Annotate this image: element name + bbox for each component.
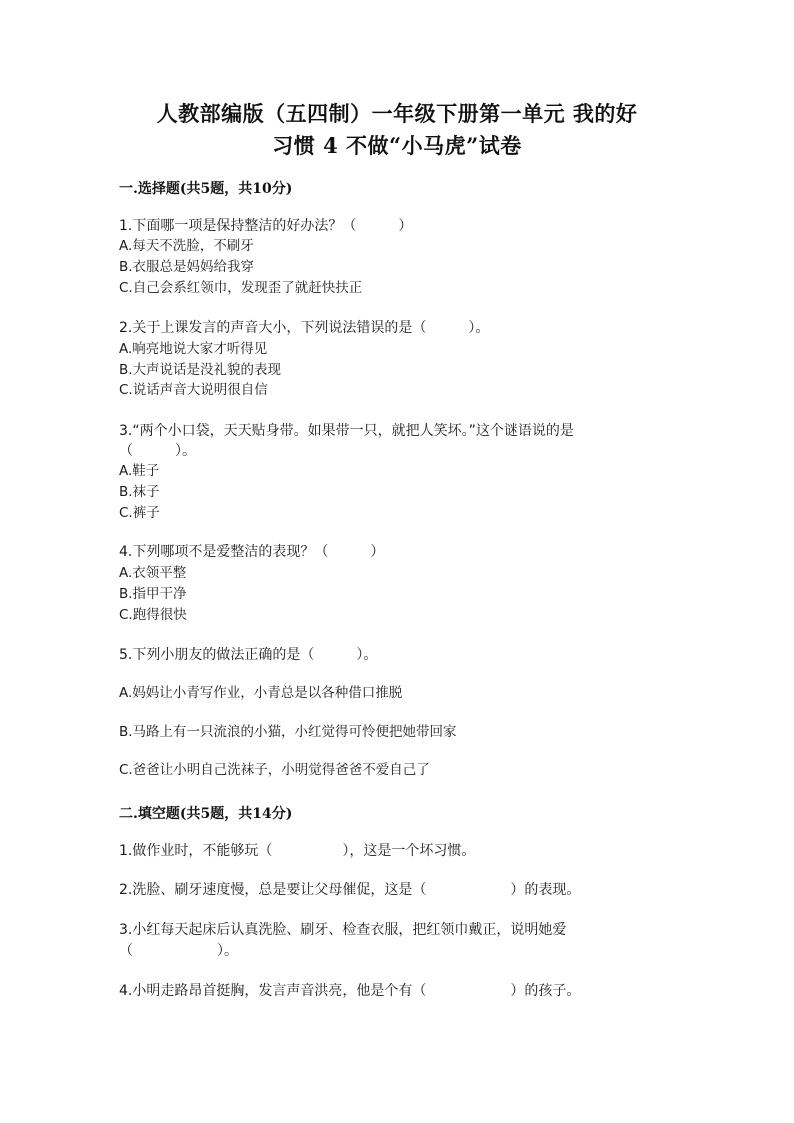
question-5-option-b: B.马路上有一只流浪的小猫，小红觉得可怜便把她带回家 xyxy=(119,724,457,740)
question-3-stem-line-1: 3.“两个小口袋，天天贴身带。如果带一只，就把人笑坏。”这个谜语说的是 xyxy=(119,423,574,439)
question-2-stem: 2.关于上课发言的声音大小，下列说法错误的是（ ）。 xyxy=(119,320,490,336)
fill-question-3-line-1: 3.小红每天起床后认真洗脸、刷牙、检查衣服，把红领巾戴正，说明她爱 xyxy=(119,922,567,938)
question-1-option-b: B.衣服总是妈妈给我穿 xyxy=(119,259,255,275)
question-2-option-a: A.响亮地说大家才听得见 xyxy=(119,341,268,357)
question-4-stem: 4.下列哪项不是爱整洁的表现？（ ） xyxy=(119,544,385,560)
question-3-option-c: C.裤子 xyxy=(119,505,160,521)
question-4-option-c: C.跑得很快 xyxy=(119,607,187,623)
question-2-option-c: C.说话声音大说明很自信 xyxy=(119,382,268,398)
question-5-option-a: A.妈妈让小青写作业，小青总是以各种借口推脱 xyxy=(119,685,403,701)
question-1-stem: 1.下面哪一项是保持整洁的好办法？（ ） xyxy=(119,218,413,234)
document-title-line-2: 习惯 4 不做“小马虎”试卷 xyxy=(272,133,522,158)
document-title-line-1: 人教部编版（五四制）一年级下册第一单元 我的好 xyxy=(156,101,638,126)
section-heading-choice: 一.选择题(共5题，共10分) xyxy=(119,181,293,197)
section-heading-fill-in: 二.填空题(共5题，共14分) xyxy=(119,806,293,822)
question-5-stem: 5.下列小朋友的做法正确的是（ ）。 xyxy=(119,647,378,663)
question-3-option-b: B.袜子 xyxy=(119,484,160,500)
fill-question-4: 4.小明走路昂首挺胸，发言声音洪亮，他是个有（ ）的孩子。 xyxy=(119,983,581,999)
question-3-stem-line-2: （ ）。 xyxy=(119,443,196,459)
fill-question-3-line-2: （ ）。 xyxy=(119,943,238,959)
question-1-option-c: C.自己会系红领巾，发现歪了就赶快扶正 xyxy=(119,280,363,296)
question-5-option-c: C.爸爸让小明自己洗袜子，小明觉得爸爸不爱自己了 xyxy=(119,762,430,778)
question-4-option-b: B.指甲干净 xyxy=(119,586,187,602)
question-4-option-a: A.衣领平整 xyxy=(119,565,187,581)
fill-question-2: 2.洗脸、刷牙速度慢，总是要让父母催促，这是（ ）的表现。 xyxy=(119,882,581,898)
fill-question-1: 1.做作业时，不能够玩（ ），这是一个坏习惯。 xyxy=(119,843,476,859)
question-3-option-a: A.鞋子 xyxy=(119,463,160,479)
question-2-option-b: B.大声说话是没礼貌的表现 xyxy=(119,362,282,378)
question-1-option-a: A.每天不洗脸，不刷牙 xyxy=(119,238,254,254)
